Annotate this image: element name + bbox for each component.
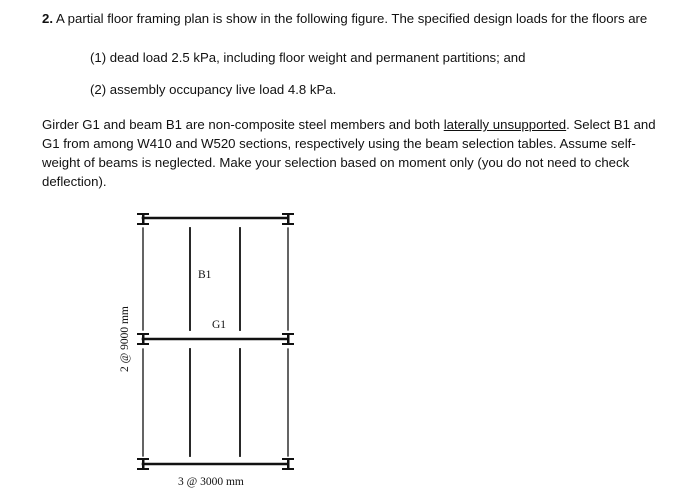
dimension-horizontal: 3 @ 3000 mm: [178, 476, 244, 488]
dimension-vertical: 2 @ 9000 mm: [119, 306, 131, 372]
paragraph-line-2: G1 from among W410 and W520 sections, respectively using the beam selection tables. Assume self-: [42, 136, 636, 151]
load-item-live: (2) assembly occupancy live load 4.8 kPa.: [90, 82, 337, 97]
paragraph-line-4: deflection).: [42, 174, 107, 189]
column-symbols: [137, 213, 294, 470]
problem-number: 2.: [42, 11, 53, 26]
label-g1: G1: [212, 319, 227, 331]
load-item-dead: (1) dead load 2.5 kPa, including floor weight and permanent partitions; and: [90, 50, 526, 65]
paragraph-line-1-b: . Select B1 and: [566, 117, 656, 132]
problem-intro: A partial floor framing plan is show in the following figure. The specified design loads for the floors are: [55, 11, 648, 26]
laterally-unsupported-text: laterally unsupported: [443, 117, 567, 132]
paragraph-line-1-a: Girder G1 and beam B1 are non-composite steel members and both: [42, 117, 444, 132]
paragraph-line-3: weight of beams is neglected. Make your selection based on moment only (you do not need to check: [42, 155, 630, 170]
label-b1: B1: [198, 269, 212, 281]
